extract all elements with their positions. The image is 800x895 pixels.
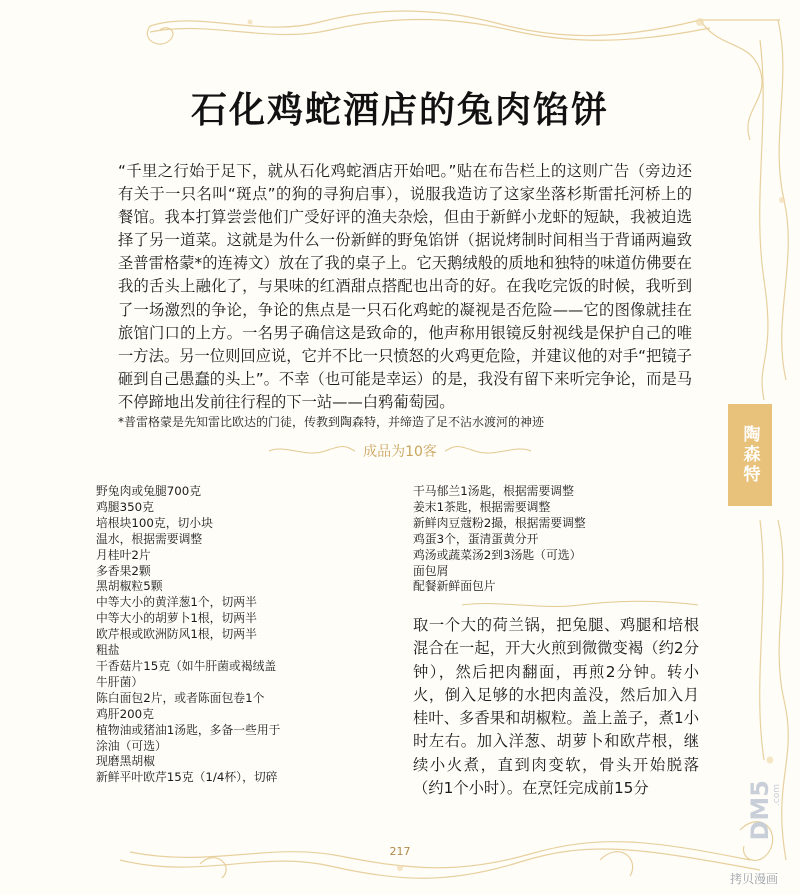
yield-label: 成品为10客 — [363, 444, 437, 460]
footnote: *普雷格蒙是先知雷比欧达的门徒，传教到陶森特，并缔造了足不沾水渡河的神迹 — [118, 415, 545, 429]
logo-text: DM5 — [746, 780, 774, 841]
list-item: 植物油或猪油1汤匙，多备一些用于 — [96, 722, 281, 737]
logo-domain: .com — [772, 784, 782, 807]
list-item: 面包屑 — [413, 563, 449, 578]
method-divider — [460, 600, 700, 610]
site-logo — [746, 780, 792, 860]
chapter-tab — [728, 404, 772, 506]
list-item: 鸡腿350克 — [96, 499, 154, 514]
list-item: 培根块100克，切小块 — [96, 515, 213, 530]
list-item: 干马郁兰1汤匙，根据需要调整 — [413, 484, 574, 498]
list-item: 陈白面包2片，或者陈面包卷1个 — [96, 690, 265, 705]
list-item: 姜末1茶匙，根据需要调整 — [413, 499, 551, 514]
list-item: 粗盐 — [96, 643, 120, 658]
method-paragraph: 取一个大的荷兰锅，把兔腿、鸡腿和培根混合在一起，开大火煎到微微变褐（约2分钟），然后把肉翻面，再煎2分钟。转小火，倒入足够的水把肉盖没，然后加入月桂叶、多香果和胡椒粒。盖上盖子，煮1小时左右。加入洋葱、胡萝卜和欧芹根，继续小火煮，直到肉变软，骨头开始脱落（约1个小时）。在烹饪完成前15分 — [413, 616, 699, 798]
list-item: 中等大小的黄洋葱1个，切两半 — [96, 595, 257, 610]
ingredient-list-left — [96, 484, 316, 786]
list-item: 新鲜肉豆蔻粉2撮，根据需要调整 — [413, 515, 586, 530]
list-item: 温水，根据需要调整 — [96, 531, 203, 546]
list-item: 配餐新鲜面包片 — [413, 579, 496, 594]
list-item: 多香果2颗 — [96, 563, 151, 578]
page-number: 217 — [389, 845, 411, 858]
list-item: 鸡蛋3个，蛋清蛋黄分开 — [413, 531, 539, 546]
list-item: 野兔肉或兔腿700克 — [96, 484, 202, 498]
intro-text: “千里之行始于足下，就从石化鸡蛇酒店开始吧。”贴在布告栏上的这则广告（旁边还有关于一只名叫“斑点”的狗的寻狗启事），说服我造访了这家坐落杉斯雷托河桥上的餐馆。我本打算尝尝他们广受好评的渔夫杂烩，但由于新鲜小龙虾的短缺，我被迫选择了另一道菜。这就是为什么一份新鲜的野兔馅饼（据说烤制时间相当于背诵两遍致圣普雷格蒙*的连祷文）放在了我的桌子上。它天鹅绒般的质地和独特的味道仿佛要在我的舌头上融化了，与果味的红酒甜点搭配也出奇的好。在我吃完饭的时候，我听到了一场激烈的争论，争论的焦点是一只石化鸡蛇的凝视是否危险——它的图像就挂在旅馆门口的上方。一名男子确信这是致命的，他声称用银镜反射视线是保护自己的唯一方法。另一位则回应说，它并不比一只愤怒的火鸡更危险，并建议他的对手“把镜子砸到自己愚蠢的头上”。不幸（也可能是幸运）的是，我没有留下来听完争论，而是马不停蹄地出发前往行程的下一站——白鸦葡萄园。 — [118, 162, 692, 411]
list-item: 月桂叶2片 — [96, 547, 151, 562]
list-item: 鸡肝200克 — [96, 706, 154, 721]
chapter-tab-label: 陶森特 — [739, 425, 760, 485]
list-item: 中等大小的胡萝卜1根，切两半 — [96, 611, 257, 626]
list-item: 现磨黑胡椒 — [96, 754, 155, 769]
list-item: 新鲜平叶欧芹15克（1/4杯），切碎 — [96, 770, 278, 785]
list-item: 牛肝菌） — [96, 674, 144, 689]
intro-paragraph — [118, 160, 692, 414]
list-item: 涂油（可选） — [96, 738, 167, 753]
yield-row — [265, 440, 535, 462]
list-item: 黑胡椒粒5颗 — [96, 579, 163, 594]
page-title: 石化鸡蛇酒店的兔肉馅饼 — [190, 90, 609, 131]
ingredient-list-right — [413, 484, 663, 595]
list-item: 干香菇片15克（如牛肝菌或褐绒盖 — [96, 658, 277, 673]
list-item: 欧芹根或欧洲防风1根，切两半 — [96, 627, 257, 642]
list-item: 鸡汤或蔬菜汤2到3汤匙（可选） — [413, 547, 582, 562]
watermark: 拷贝漫画 — [730, 872, 779, 886]
